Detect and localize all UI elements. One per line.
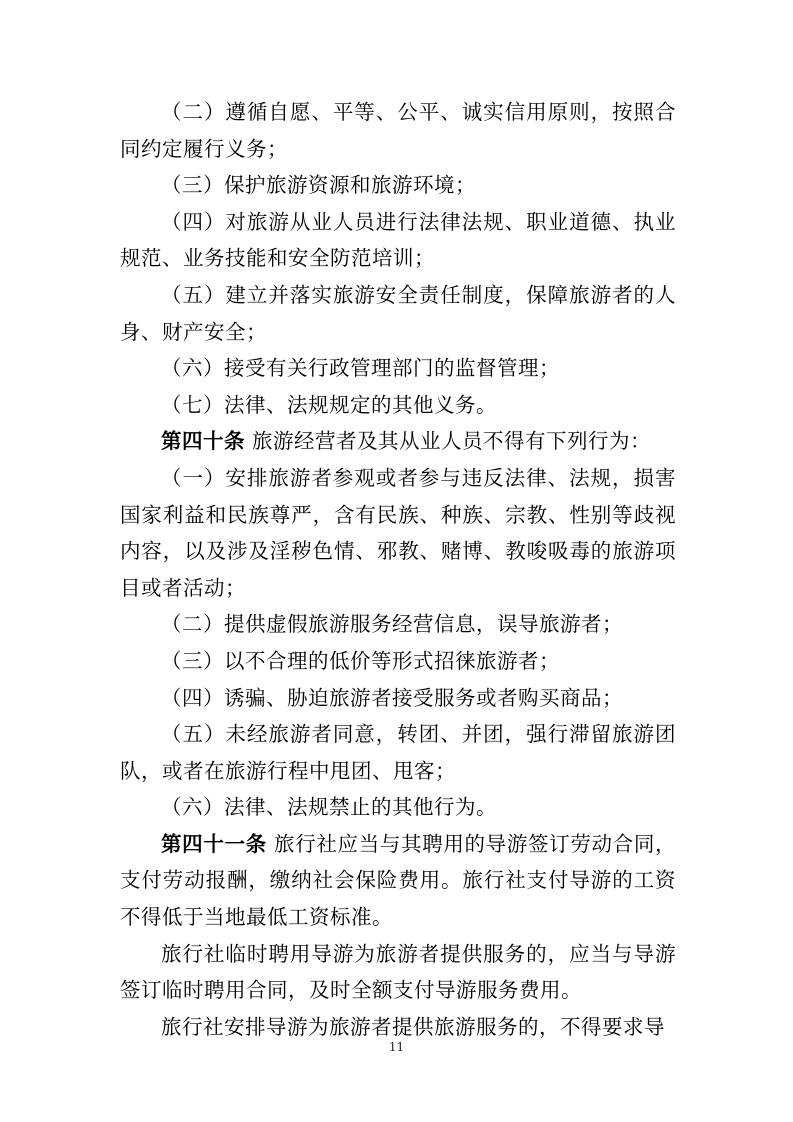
paragraph-text: （一）安排旅游者参观或者参与违反法律、法规，损害国家利益和民族尊严，含有民族、种族、宗教、性别等歧视内容，以及涉及淫秽色情、邪教、赌博、教唆吸毒的旅游项目或者活动； xyxy=(120,465,676,600)
paragraph-text: （二）遵循自愿、平等、公平、诚实信用原则，按照合同约定履行义务； xyxy=(120,100,676,161)
article-number: 第四十条 xyxy=(161,429,245,454)
paragraph-text: （六）接受有关行政管理部门的监督管理； xyxy=(161,356,560,381)
paragraph xyxy=(120,789,676,826)
paragraph-text: （三）以不合理的低价等形式招徕旅游者； xyxy=(161,648,560,673)
paragraph xyxy=(120,460,676,606)
paragraph xyxy=(120,606,676,643)
paragraph-text: 旅行社临时聘用导游为旅游者提供服务的，应当与导游签订临时聘用合同，及时全额支付导游服务费用。 xyxy=(120,941,676,1003)
paragraph xyxy=(120,936,676,1009)
paragraph xyxy=(120,643,676,680)
paragraph-text: （三）保护旅游资源和旅游环境； xyxy=(161,173,476,198)
paragraph xyxy=(120,423,676,460)
paragraph-text: （五）建立并落实旅游安全责任制度，保障旅游者的人身、财产安全； xyxy=(120,282,676,344)
paragraph-text: （二）提供虚假旅游服务经营信息，误导旅游者； xyxy=(161,612,623,637)
paragraph-text: （七）法律、法规规定的其他义务。 xyxy=(161,392,497,417)
paragraph-text: 旅游经营者及其从业人员不得有下列行为： xyxy=(245,429,652,454)
paragraph xyxy=(120,277,676,350)
paragraph xyxy=(120,94,676,167)
paragraph-text: （四）对旅游从业人员进行法律法规、职业道德、执业规范、业务技能和安全防范培训； xyxy=(120,209,676,271)
article-number: 第四十一条 xyxy=(161,831,267,856)
paragraph xyxy=(120,826,676,936)
paragraph-text: （五）未经旅游者同意，转团、并团，强行滞留旅游团队，或者在旅游行程中甩团、甩客； xyxy=(120,722,676,783)
paragraph-text: （六）法律、法规禁止的其他行为。 xyxy=(161,795,497,820)
paragraph xyxy=(120,204,676,277)
paragraph xyxy=(120,350,676,387)
paragraph-text: （四）诱骗、胁迫旅游者接受服务或者购买商品； xyxy=(161,685,623,710)
paragraph xyxy=(120,167,676,204)
paragraph-text: 旅行社应当与其聘用的导游签订劳动合同，支付劳动报酬，缴纳社会保险费用。旅行社支付导游的工资不得低于当地最低工资标准。 xyxy=(120,831,677,930)
paragraph xyxy=(120,387,676,424)
document-body xyxy=(120,94,676,1045)
paragraph-text: 旅行社安排导游为旅游者提供旅游服务的，不得要求导 xyxy=(161,1014,665,1039)
paragraph xyxy=(120,716,676,789)
page-number: 11 xyxy=(388,1040,405,1054)
paragraph xyxy=(120,680,676,717)
